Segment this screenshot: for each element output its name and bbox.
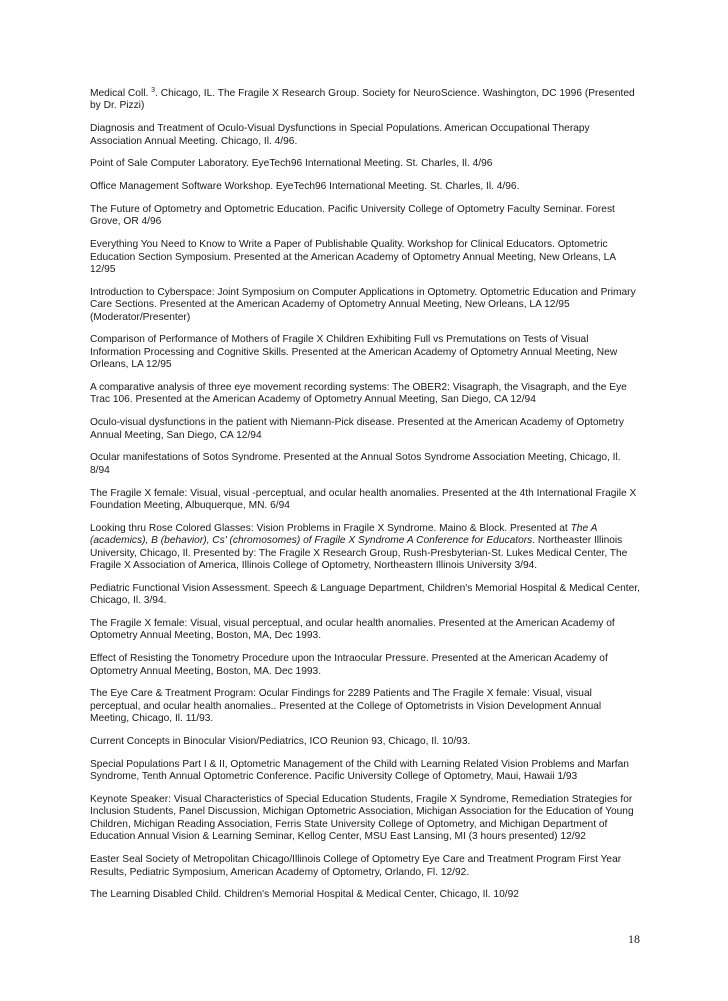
list-item: Effect of Resisting the Tonometry Procedure upon the Intraocular Pressure. Presented at the American Academy of Optometry Annual Meeting, Boston, MA. Dec 1993. <box>90 653 608 677</box>
list-item: The Future of Optometry and Optometric Education. Pacific University College of Optometry Faculty Seminar. Forest Grove, OR 4/96 <box>90 204 615 228</box>
list-item: The Fragile X female: Visual, visual -perceptual, and ocular health anomalies. Presented at the 4th International Fragile X Foundation Meeting, Albuquerque, MN. 6/94 <box>90 487 637 512</box>
presentation-list <box>90 88 642 912</box>
list-item: Office Management Software Workshop. EyeTech96 International Meeting. St. Charles, Il. 4/96. <box>90 181 520 193</box>
list-item: Introduction to Cyberspace: Joint Symposium on Computer Applications in Optometry. Optometric Education and Primary Care Sections. Presented at the American Academy of Optometry Annual Meeting, New Orleans, LA 12/95 (Moderator/Presenter) <box>90 286 636 323</box>
list-item: Ocular manifestations of Sotos Syndrome. Presented at the Annual Sotos Syndrome Association Meeting, Chicago, Il. 8/94 <box>90 452 621 476</box>
list-item: Easter Seal Society of Metropolitan Chicago/Illinois College of Optometry Eye Care and Treatment Program First Year Results, Pediatric Symposium, American Academy of Optometry, Orlando, Fl. 12/92. <box>90 854 622 878</box>
list-item: Special Populations Part I & II, Optometric Management of the Child with Learning Related Vision Problems and Marfan Syndrome, Tenth Annual Optometric Conference. Pacific University College of Optometry, Maui, Hawaii 1/93 <box>90 758 629 783</box>
list-item: Point of Sale Computer Laboratory. EyeTech96 International Meeting. St. Charles, Il. 4/96 <box>90 158 493 170</box>
list-item: Current Concepts in Binocular Vision/Pediatrics, ICO Reunion 93, Chicago, Il. 10/93. <box>90 736 471 748</box>
list-item: Pediatric Functional Vision Assessment. Speech & Language Department, Children's Memorial Hospital & Medical Center, Chicago, Il. 3/94. <box>90 582 640 607</box>
list-item: Diagnosis and Treatment of Oculo-Visual Dysfunctions in Special Populations. American Occupational Therapy Association Annual Meeting. Chicago, Il. 4/96. <box>90 123 590 147</box>
list-item: A comparative analysis of three eye movement recording systems: The OBER2: Visagraph, the Visagraph, and the Eye Trac 106. Presented at the American Academy of Optometry Annual Meeting, San Diego, CA 12/94 <box>90 382 627 406</box>
list-item: Looking thru Rose Colored Glasses: Vision Problems in Fragile X Syndrome. Maino & Block. Presented at The A (academics), B (behavior), Cs' (chromosomes) of Fragile X Syndrome A Conference for Educators. Northeaster Illinois University, Chicago, Il. Presented by: The Fragile X Research Group, Rush-Presbyterian-St. Lukes Medical Center, The Fragile X Association of America, Illinois College of Optometry, Northeastern Illinois University 3/94. <box>90 522 628 572</box>
list-item: Medical Coll. $^3$. Chicago, IL. The Fragile X Research Group. Society for NeuroScience. Washington, DC 1996 (Presented by Dr. Pizzi) <box>90 87 635 112</box>
list-item: Comparison of Performance of Mothers of Fragile X Children Exhibiting Full vs Premutations on Tests of Visual Information Processing and Cognitive Skills. Presented at the American Academy of Optometry Annual Meeting, New Orleans, LA 12/95 <box>90 334 618 371</box>
list-item: The Eye Care & Treatment Program: Ocular Findings for 2289 Patients and The Fragile X female: Visual, visual perceptual, and ocular health anomalies.. Presented at the College of Optometrists in Vision Development Annual Meeting, Chicago, Il. 11/93. <box>90 688 602 725</box>
list-item: The Learning Disabled Child. Children's Memorial Hospital & Medical Center, Chicago, Il. 10/92 <box>90 889 519 901</box>
list-item: Everything You Need to Know to Write a Paper of Publishable Quality. Workshop for Clinical Educators. Optometric Education Section Symposium. Presented at the American Academy of Optometry Annual Meeting, New Orleans, LA 12/95 <box>90 239 616 276</box>
list-item: Keynote Speaker: Visual Characteristics of Special Education Students, Fragile X Syndrome, Remediation Strategies for Inclusion Students, Panel Discussion, Michigan Optometric Association, Michigan Association for the Education of Young Children, Michigan Reading Association, Ferris State University College of Optometry, and Michigan Department of Education Annual Vision & Learning Seminar, Kellog Center, MSU East Lansing, MI (3 hours presented) 12/92 <box>90 794 634 843</box>
list-item: The Fragile X female: Visual, visual perceptual, and ocular health anomalies. Presented at the American Academy of Optometry Annual Meeting, Boston, MA, Dec 1993. <box>90 618 615 642</box>
list-item: Oculo-visual dysfunctions in the patient with Niemann-Pick disease. Presented at the American Academy of Optometry Annual Meeting, San Diego, CA 12/94 <box>90 417 624 441</box>
page-number: 18 <box>628 932 640 946</box>
